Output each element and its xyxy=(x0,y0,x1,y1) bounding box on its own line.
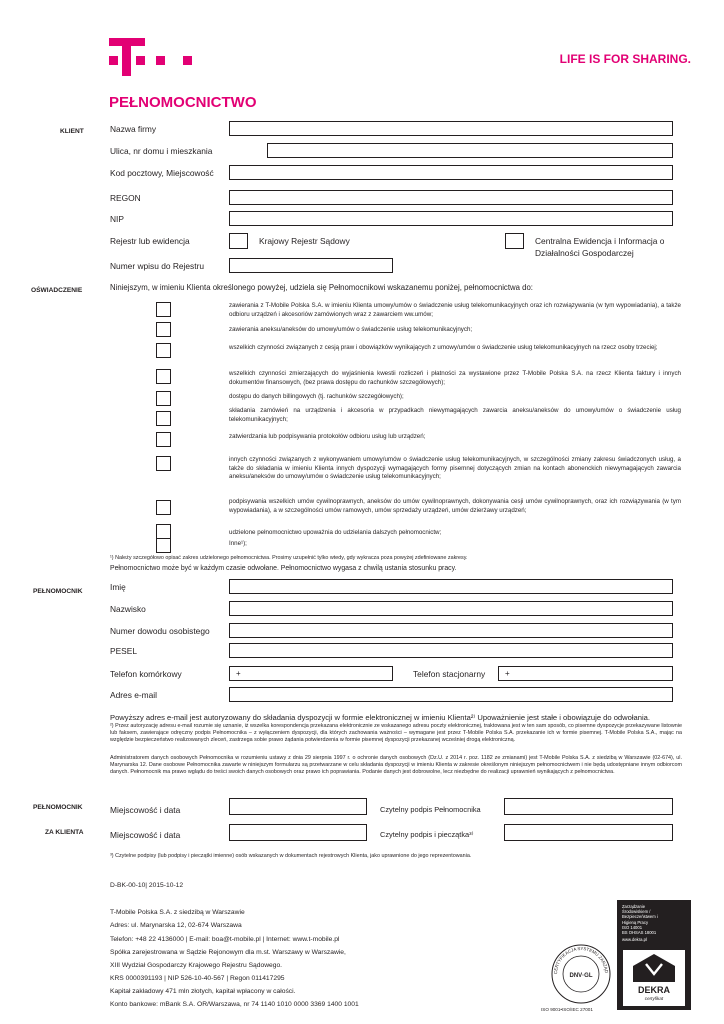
last-name-field[interactable] xyxy=(229,601,673,616)
revocation-text: Pełnomocnictwo może być w każdym czasie odwołane. Pełnomocnictwo wygasa z chwilą ustania stosunku pracy. xyxy=(110,565,457,572)
pesel-label: PESEL xyxy=(110,646,138,656)
permission-checkbox-6[interactable] xyxy=(156,411,171,426)
gdpr-text: Administratorem danych osobowych Pełnomocnika w rozumieniu ustawy z dnia 29 sierpnia 1997 r. o ochronie danych osobowych (Dz.U. z 2014 r. poz. 1182 ze zmianami) jest T-Mobile Polska S.A. z siedzibą w Warszawie (02-674), ul. Marynarska 12. Dane osobowe Pełnomocnika zawarte w niniejszym formularzu są przetwarzane w celu składania dyspozycji w imieniu Klienta w zakresie określonym niniejszym pełnomocnictwem i nie będą udostępniane innym odbiorcom danych. Pełnomocnik ma prawo wglądu do treści swoich danych osobowych oraz prawo ich poprawiania. Podanie danych jest dobrowolne, lecz niezbędne do realizacji uprawnień wynikających z pełnomocnictwa. xyxy=(110,755,682,776)
nip-field[interactable] xyxy=(229,211,673,226)
dekra-badge xyxy=(623,950,685,1006)
permission-checkbox-11[interactable] xyxy=(156,538,171,553)
krs-label: Krajowy Rejestr Sądowy xyxy=(259,236,350,246)
section-label-klient: KLIENT xyxy=(60,128,84,135)
dekra-scope xyxy=(622,904,658,942)
dekra-scope-line: BS OHSAS 18001 xyxy=(622,930,657,936)
permission-checkbox-1[interactable] xyxy=(156,302,171,317)
dekra-emblem-icon xyxy=(623,950,685,986)
document-code: D-BK-00-10| 2015-10-12 xyxy=(110,882,184,889)
permission-text-10: udzielone pełnomocnictwo upoważnia do udzielania dalszych pełnomocnictw; xyxy=(229,529,442,536)
permission-checkbox-8[interactable] xyxy=(156,456,171,471)
permission-checkbox-3[interactable] xyxy=(156,343,171,358)
ceidg-label-line1: Centralna Ewidencja i Informacja o xyxy=(535,236,665,246)
company-line-1: T-Mobile Polska S.A. z siedzibą w Warszawie xyxy=(110,909,245,916)
company-line-7: Kapitał zakładowy 471 mln złotych, kapitał wpłacony w całości. xyxy=(110,988,296,995)
permission-text-5: dostępu do danych billingowych (tj. rachunków szczegółowych); xyxy=(229,393,404,400)
section-label-pelnomocnik: PEŁNOMOCNIK xyxy=(33,588,83,595)
permission-text-6: składania zamówień na urządzenia i akcesoria w przypadkach niewymagających zawarcia aneksu/aneksów do umowy/umów o świadczenie usług telekomunikacyjnych; xyxy=(229,407,681,423)
postal-code-field[interactable] xyxy=(229,165,673,180)
proxy-signature-label: Czytelny podpis Pełnomocnika xyxy=(380,805,481,814)
company-line-5: XIII Wydział Gospodarczy Krajowego Rejestru Sądowego. xyxy=(110,962,283,969)
footnote-2: ²) Przez autoryzację adresu e-mail rozumie się uznanie, iż wszelka korespondencja przekazana elektronicznie ze wskazanego adresu poczty elektronicznej, traktowana jest w ten sam sposób, co pisemne dyspozycje przekazywane listownie lub faksem, zawierające odręczny podpis Pełnomocnika – z wyłączeniem dyspozycji, dla których zachowania ważności – wymagane jest przez T-Mobile Polska S.A. przekazanie ich w formie pisemnej. T-Mobile Polska S.A., mając na względzie bezpieczeństwo realizowanych zleceń, zastrzega sobie prawo żądania potwierdzenia w formie pisemnej dyspozycji przekazanej wcześniej drogą elektroniczną. xyxy=(110,723,682,744)
dnv-ring-text: CERTYFIKACJA SYSTEMU ZARZĄD xyxy=(552,945,610,975)
permission-text-1: zawierania z T-Mobile Polska S.A. w imieniu Klienta umowy/umów o świadczenie usług telekomunikacyjnych oraz ich rozwiązywania (w tym wypowiadania), a także odbioru urządzeń i akcesoriów zamówionych wraz z zawarciem ww.umów; xyxy=(229,302,681,318)
ceidg-label-line2: Działalności Gospodarczej xyxy=(535,248,634,258)
landline-phone-label: Telefon stacjonarny xyxy=(413,669,486,679)
place-date-label-1: Miejscowość i data xyxy=(110,805,181,815)
landline-phone-field[interactable] xyxy=(498,666,673,681)
dekra-scope-line: Zarządzanie xyxy=(622,904,646,909)
email-label: Adres e-mail xyxy=(110,690,158,700)
last-name-label: Nazwisko xyxy=(110,604,146,614)
section-label-za-klienta: ZA KLIENTA xyxy=(45,829,84,836)
footnote-1: ¹) Należy szczegółowo opisać zakres udzielonego pełnomocnictwa. Prosimy uzupełnić tylko wtedy, gdy wykracza poza powyżej zdefiniowane zakresy. xyxy=(110,555,468,561)
dekra-subtitle: certyfikat xyxy=(644,996,664,1001)
pesel-field[interactable] xyxy=(229,643,673,658)
dekra-website: www.dekra.pl xyxy=(622,937,647,943)
dekra-name: DEKRA xyxy=(637,985,670,995)
regon-label: REGON xyxy=(110,193,141,203)
mobile-phone-field[interactable] xyxy=(229,666,393,681)
postal-code-label: Kod pocztowy, Miejscowość xyxy=(110,168,214,178)
permission-text-7: zatwierdzania lub podpisywania protokołów odbioru usług lub urządzeń; xyxy=(229,433,426,440)
permission-checkbox-2[interactable] xyxy=(156,322,171,337)
permission-checkbox-10[interactable] xyxy=(156,524,171,539)
dekra-scope-line: Bezpieczeństwem i xyxy=(622,914,658,920)
dekra-scope-line: Higieną Pracy xyxy=(622,919,649,925)
declaration-text: Niniejszym, w imieniu Klienta określonego powyżej, udziela się Pełnomocnikowi wskazanemu poniżej, pełnomocnictwa do: xyxy=(110,283,533,292)
place-date-label-2: Miejscowość i data xyxy=(110,830,181,840)
company-line-6: KRS 0000391193 | NIP 526-10-40-567 | Regon 011417295 xyxy=(110,975,285,982)
dekra-scope-line: Środowiskiem / xyxy=(622,909,651,915)
company-name-label: Nazwa firmy xyxy=(110,124,157,134)
permission-text-3: wszelkich czynności związanych z cesją praw i obowiązków wynikających z umowy/umów o świadczenie usług telekomunikacyjnych na rzecz osoby trzeciej; xyxy=(229,344,658,351)
mobile-phone-label: Telefon komórkowy xyxy=(110,669,182,679)
register-number-label: Numer wpisu do Rejestru xyxy=(110,261,205,271)
permission-checkbox-4[interactable] xyxy=(156,369,171,384)
client-signature-label: Czytelny podpis i pieczątka³⁾ xyxy=(380,830,474,839)
permission-checkbox-9[interactable] xyxy=(156,500,171,515)
dnv-gl-certification-logo xyxy=(550,943,612,1005)
iso-standards: ISO 9001•ISO/IEC 27001 xyxy=(541,1007,593,1012)
permission-text-2: zawierania aneksu/aneksów do umowy/umów o świadczenie usług telekomunikacyjnych; xyxy=(229,326,473,333)
company-line-2: Adres: ul. Marynarska 12, 02-674 Warszawa xyxy=(110,922,242,929)
email-field[interactable] xyxy=(229,687,673,702)
register-label: Rejestr lub ewidencja xyxy=(110,236,190,246)
permission-checkbox-5[interactable] xyxy=(156,391,171,406)
place-date-field-1[interactable] xyxy=(229,798,367,815)
dnv-gl-name: DNV·GL xyxy=(569,973,593,979)
company-line-8: Konto bankowe: mBank S.A. OR/Warszawa, nr 74 1140 1010 0000 3369 1400 1001 xyxy=(110,1001,359,1008)
dekra-certification-logo xyxy=(617,900,691,1010)
ceidg-checkbox[interactable] xyxy=(505,233,524,249)
company-name-field[interactable] xyxy=(229,121,673,136)
section-label-oswiadczenie: OŚWIADCZENIE xyxy=(31,287,83,294)
permission-checkbox-7[interactable] xyxy=(156,432,171,447)
svg-text:CERTYFIKACJA SYSTEMU ZARZĄDZAN xyxy=(550,943,609,974)
nip-label: NIP xyxy=(110,214,124,224)
landline-phone-prefix: + xyxy=(505,669,510,678)
mobile-phone-prefix: + xyxy=(236,669,241,678)
street-field[interactable] xyxy=(267,143,673,158)
section-label-pelnomocnik-sign: PEŁNOMOCNIK xyxy=(33,804,83,811)
dekra-scope-line: ISO 14001 xyxy=(622,924,643,930)
client-signature-field[interactable] xyxy=(504,824,673,841)
email-statement: Powyższy adres e-mail jest autoryzowany do składania dyspozycji w formie elektronicznej w imieniu Klienta²⁾ Upoważnienie jest stałe i obowiązuje do odwołania. xyxy=(110,713,651,722)
street-label: Ulica, nr domu i mieszkania xyxy=(110,146,213,156)
krs-checkbox[interactable] xyxy=(229,233,248,249)
first-name-label: Imię xyxy=(110,582,126,592)
footnote-3: ³) Czytelne podpisy (lub podpisy i pieczątki imienne) osób wskazanych w dokumentach rejestrowych Klienta, jako uprawnione do jego reprezentowania. xyxy=(110,853,472,859)
slogan: LIFE IS FOR SHARING. xyxy=(559,52,691,66)
register-number-field[interactable] xyxy=(229,258,393,273)
id-number-field[interactable] xyxy=(229,623,673,638)
company-line-3: Telefon: +48 22 4136000 | E-mail: boa@t-mobile.pl | Internet: www.t-mobile.pl xyxy=(110,936,340,943)
permission-text-8: innych czynności związanych z wykonywaniem umowy/umów o świadczenie usług telekomunikacyjnych, w szczególności zmiany zakresu świadczonych usług, a także do składania w imieniu Klienta innych dyspozycji wymagających formy pisemnej dotyczących zmian na kontach abonenckich niewymagających zawarcia aneksu/aneksów do umowy/umów o świadczenie usług telekomunikacyjnych; xyxy=(229,456,681,481)
place-date-field-2[interactable] xyxy=(229,824,367,841)
proxy-signature-field[interactable] xyxy=(504,798,673,815)
first-name-field[interactable] xyxy=(229,579,673,594)
permission-text-4: wszelkich czynności zmierzających do wyjaśnienia kwestii rozliczeń i płatności za wystawione przez T-Mobile Polska S.A. na rzecz Klienta faktury i innych dokumentów finansowych, (bez prawa dostępu do rachunków szczegółowych); xyxy=(229,370,681,386)
regon-field[interactable] xyxy=(229,190,673,205)
id-number-label: Numer dowodu osobistego xyxy=(110,626,210,636)
page-title: PEŁNOMOCNICTWO xyxy=(109,94,257,111)
permission-text-9: podpisywania wszelkich umów cywilnoprawnych, aneksów do umów cywilnoprawnych, dokonywania cesji umów cywilnoprawnych, oraz ich rozwiązywania (w tym wypowiadania), a w szczególności umów ramowych, umów sprzedaży urządzeń, umów dzierżawy urządzeń; xyxy=(229,498,681,514)
company-line-4: Spółka zarejestrowana w Sądzie Rejonowym dla m.st. Warszawy w Warszawie, xyxy=(110,949,346,956)
permission-text-11: Inne¹); xyxy=(229,540,247,547)
